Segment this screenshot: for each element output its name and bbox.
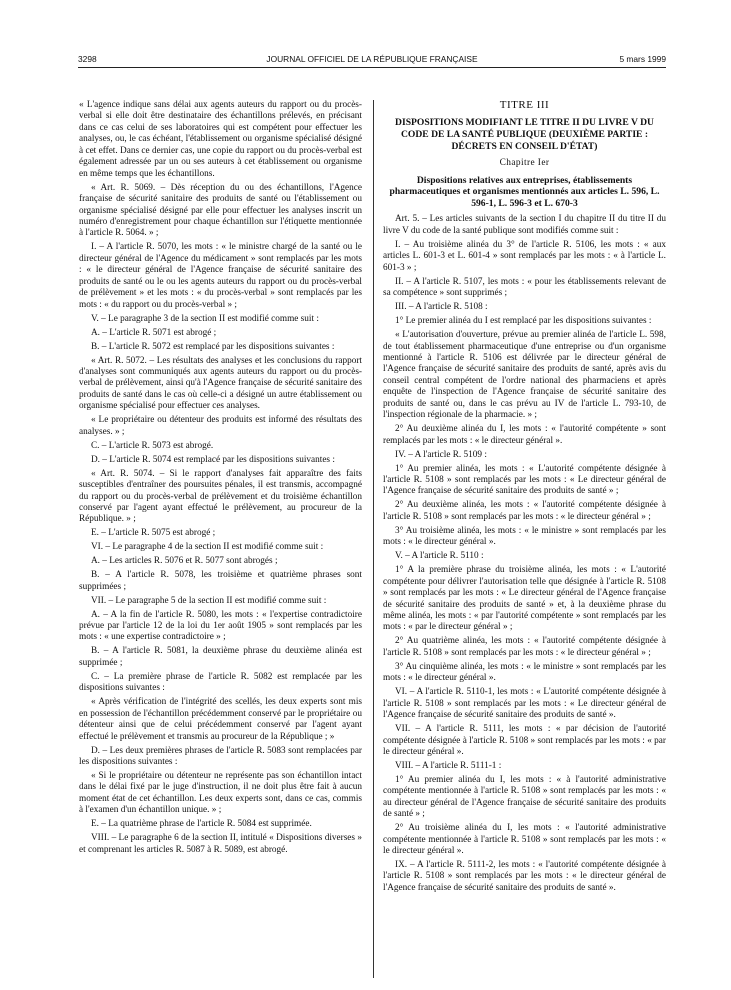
paragraph: « Le propriétaire ou détenteur des produits est informé des résultats des analyses. » ; xyxy=(79,415,362,437)
paragraph: 1° A la première phrase du troisième alinéa, les mots : « L'autorité compétente pour délivrer l'autorisation telle que désignée à l'article R. 5108 » sont remplacés par les mots : « Le directeur général de l'Agence française de sécurité sanitaire des produits de santé » et, à la deuxième phrase du même alinéa, les mots : « par l'autorité compétente » sont remplacés par les mots : « par le directeur général » ; xyxy=(383,565,666,633)
right-column xyxy=(383,100,666,980)
paragraph: « Art. R. 5074. – Si le rapport d'analyses fait apparaître des faits susceptibles d'entraîner des poursuites pénales, il est transmis, accompagné du rapport ou du procès-verbal de prélèvement et du troisième échantillon conservé par l'agent ayant effectué le prélèvement, au procureur de la République. » ; xyxy=(79,468,362,525)
paragraph: VIII. – A l'article R. 5111-1 : xyxy=(395,760,502,771)
paragraph: 1° Au premier alinéa du I, les mots : « à l'autorité administrative compétente mentionnée à l'article R. 5108 » sont remplacés par les mots : « au directeur général de l'Agence française de sécurité sanitaire des produits de santé » ; xyxy=(383,774,666,820)
chapter-label: Chapitre Ier xyxy=(499,158,550,169)
paragraph: V. – Le paragraphe 3 de la section II est modifié comme suit : xyxy=(91,313,319,324)
paragraph: VII. – A l'article R. 5111, les mots : « par décision de l'autorité compétente désignée à l'article R. 5108 » sont remplacés par les mots : « par le directeur général ». xyxy=(383,724,666,757)
paragraph: 1° Au premier alinéa, les mots : « L'autorité compétente désignée à l'article R. 5108 » sont remplacés par les mots : « Le directeur général de l'Agence française de sécurité sanitaire des produits de santé » ; xyxy=(383,463,666,497)
paragraph: II. – A l'article R. 5107, les mots : « pour les établissements relevant de sa compétence » sont supprimés ; xyxy=(383,276,666,299)
paragraph: 2° Au quatrième alinéa, les mots : « l'autorité compétente désignée à l'article R. 5108 » sont remplacés par les mots : « le directeur général » ; xyxy=(383,636,666,658)
paragraph: A. – Les articles R. 5076 et R. 5077 sont abrogés ; xyxy=(91,556,278,567)
paragraph: VII. – Le paragraphe 5 de la section II est modifié comme suit : xyxy=(91,595,327,606)
paragraph: « Après vérification de l'intégrité des scellés, les deux experts sont mis en possession de l'échantillon précédemment conservé par le propriétaire ou détenteur ainsi que de celui précédemment conservé par l'agent ayant effectué le prélèvement et transmis au procureur de la République ; » xyxy=(79,697,362,742)
left-column xyxy=(79,100,362,980)
paragraph: Art. 5. – Les articles suivants de la section I du chapitre II du titre II du livre V du code de la santé publique sont modifiés comme suit : xyxy=(383,214,666,236)
paragraph: B. – A l'article R. 5078, les troisième et quatrième phrases sont supprimées ; xyxy=(79,570,362,592)
page-header xyxy=(78,53,666,68)
paragraph: VI. – Le paragraphe 4 de la section II est modifié comme suit : xyxy=(91,542,324,553)
paragraph: D. – Les deux premières phrases de l'article R. 5083 sont remplacées par les dispositions suivantes : xyxy=(79,745,362,768)
paragraph: A. – A la fin de l'article R. 5080, les mots : « l'expertise contradictoire prévue par l'article 12 de la loi du 1er août 1905 » sont remplacés par les mots : « une expertise contradictoire » ; xyxy=(79,609,362,643)
paragraph: 3° Au troisième alinéa, les mots : « le ministre » sont remplacés par les mots : « le directeur général ». xyxy=(383,525,666,548)
paragraph: B. – L'article R. 5072 est remplacé par les dispositions suivantes : xyxy=(91,341,335,352)
paragraph: 2° Au deuxième alinéa du I, les mots : « l'autorité compétente » sont remplacés par les mots : « le directeur général ». xyxy=(383,424,666,446)
paragraph: 1° Le premier alinéa du I est remplacé par les dispositions suivantes : xyxy=(395,316,652,327)
paragraph: « Art. R. 5072. – Les résultats des analyses et les conclusions du rapport d'analyses sont communiqués aux agents auteurs du rapport ou du procès-verbal de prélèvement, ainsi qu'à l'Agence française de sécurité sanitaire des produits de santé dans le cas où celle-ci a désigné un autre établissement ou organisme spécialisé pour effectuer ces analyses. xyxy=(79,355,362,412)
paragraph: D. – L'article R. 5074 est remplacé par les dispositions suivantes : xyxy=(91,454,335,465)
paragraph: IV. – A l'article R. 5109 : xyxy=(395,449,487,460)
page-number: 3298 xyxy=(78,54,97,64)
paragraph: VIII. – Le paragraphe 6 de la section II, intitulé « Dispositions diverses » et comprenant les articles R. 5087 à R. 5089, est abrogé. xyxy=(79,833,362,855)
chapter-heading: Dispositions relatives aux entreprises, établissements pharmaceutiques et organismes mentionnés aux articles L. 596, L. 596-1, L. 596-3 et L. 670-3 xyxy=(389,174,660,209)
paragraph: A. – L'article R. 5071 est abrogé ; xyxy=(91,327,217,338)
paragraph: IX. – A l'article R. 5111-2, les mots : « l'autorité compétente désignée à l'article R. 5108 » sont remplacés par les mots : « le directeur général de l'Agence française de sécurité sanitaire des produits de santé ». xyxy=(383,860,666,893)
paragraph: « Si le propriétaire ou détenteur ne représente pas son échantillon intact dans le délai fixé par le juge d'instruction, il ne doit plus être fait à aucun moment état de cet échantillon. Les deux experts sont, dans ce cas, commis à l'examen d'un échantillon unique. » ; xyxy=(79,770,362,816)
paragraph: VI. – A l'article R. 5110-1, les mots : « L'autorité compétente désignée à l'article R. 5108 » sont remplacés par les mots : « Le directeur général de l'Agence française de sécurité sanitaire des produits de santé ». xyxy=(383,687,666,721)
titre-subtitle: DISPOSITIONS MODIFIANT LE TITRE II DU LIVRE V DU CODE DE LA SANTÉ PUBLIQUE (DEUXIÈME PARTIE : DÉCRETS EN CONSEIL D'ÉTAT) xyxy=(395,117,654,152)
paragraph: V. – A l'article R. 5110 : xyxy=(395,551,484,562)
titre-heading: TITRE III xyxy=(499,100,550,111)
paragraph: 2° Au troisième alinéa du I, les mots : « l'autorité administrative compétente mentionnée à l'article R. 5108 » sont remplacés par les mots : « le directeur général ». xyxy=(383,823,666,857)
paragraph: C. – L'article R. 5073 est abrogé. xyxy=(91,440,214,451)
journal-title: JOURNAL OFFICIEL DE LA RÉPUBLIQUE FRANÇAISE xyxy=(266,54,478,64)
paragraph: 3° Au cinquième alinéa, les mots : « le ministre » sont remplacés par les mots : « le directeur général ». xyxy=(383,661,666,684)
paragraph: I. – Au troisième alinéa du 3° de l'article R. 5106, les mots : « aux articles L. 601-3 et L. 601-4 » sont remplacés par les mots : « à l'article L. 601-3 » ; xyxy=(383,239,666,273)
paragraph: E. – La quatrième phrase de l'article R. 5084 est supprimée. xyxy=(91,819,312,830)
column-divider xyxy=(373,100,374,978)
paragraph: « L'agence indique sans délai aux agents auteurs du rapport ou du procès-verbal si elle doit être destinataire des échantillons prélevés, en précisant dans ce cas celui de ses laboratoires qui est compétent pour effectuer les analyses, ou, le cas échéant, l'établissement ou organisme spécialisé désigné à cet effet. Dans ce dernier cas, une copie du rapport ou du procès-verbal est également adressée par un ou ses auteurs à cet établissement ou organisme en même temps que les échantillons. xyxy=(79,100,362,179)
paragraph: B. – A l'article R. 5081, la deuxième phrase du deuxième alinéa est supprimée ; xyxy=(79,646,362,668)
paragraph: E. – L'article R. 5075 est abrogé ; xyxy=(91,528,216,539)
paragraph: « Art. R. 5069. – Dès réception du ou des échantillons, l'Agence française de sécurité sanitaire des produits de santé ou l'établissement ou organisme spécialisé désigné par elle pour effectuer les analyses inscrit un numéro d'enregistrement pour chaque échantillon sur l'étiquette mentionnée à l'article R. 5064. » ; xyxy=(79,182,362,239)
paragraph: « L'autorisation d'ouverture, prévue au premier alinéa de l'article L. 598, de tout établissement pharmaceutique d'une entreprise ou d'un organisme mentionné à l'article R. 5106 est délivrée par le directeur général de l'Agence française de sécurité sanitaire des produits de santé, après avis du conseil central compétent de l'ordre national des pharmaciens et après enquête de l'inspection de l'Agence française de sécurité sanitaire des produits de santé ou, dans le cas prévu au IV de l'article L. 793-10, de l'inspection régionale de la pharmacie. » ; xyxy=(383,330,666,421)
paragraph: I. – A l'article R. 5070, les mots : « le ministre chargé de la santé ou le directeur général de l'Agence du médicament » sont remplacés par les mots : « le directeur général de l'Agence française de sécurité sanitaire des produits de santé ou le ou les agents auteurs du rapport ou du procès-verbal de prélèvement » et les mots : « du procès-verbal » sont remplacés par les mots : « du rapport ou du procès-verbal » ; xyxy=(79,242,362,310)
paragraph: C. – La première phrase de l'article R. 5082 est remplacée par les dispositions suivantes : xyxy=(79,671,362,694)
issue-date: 5 mars 1999 xyxy=(619,54,666,64)
paragraph: III. – A l'article R. 5108 : xyxy=(395,302,488,313)
paragraph: 2° Au deuxième alinéa, les mots : « l'autorité compétente désignée à l'article R. 5108 » sont remplacés par les mots : « le directeur général » ; xyxy=(383,500,666,522)
